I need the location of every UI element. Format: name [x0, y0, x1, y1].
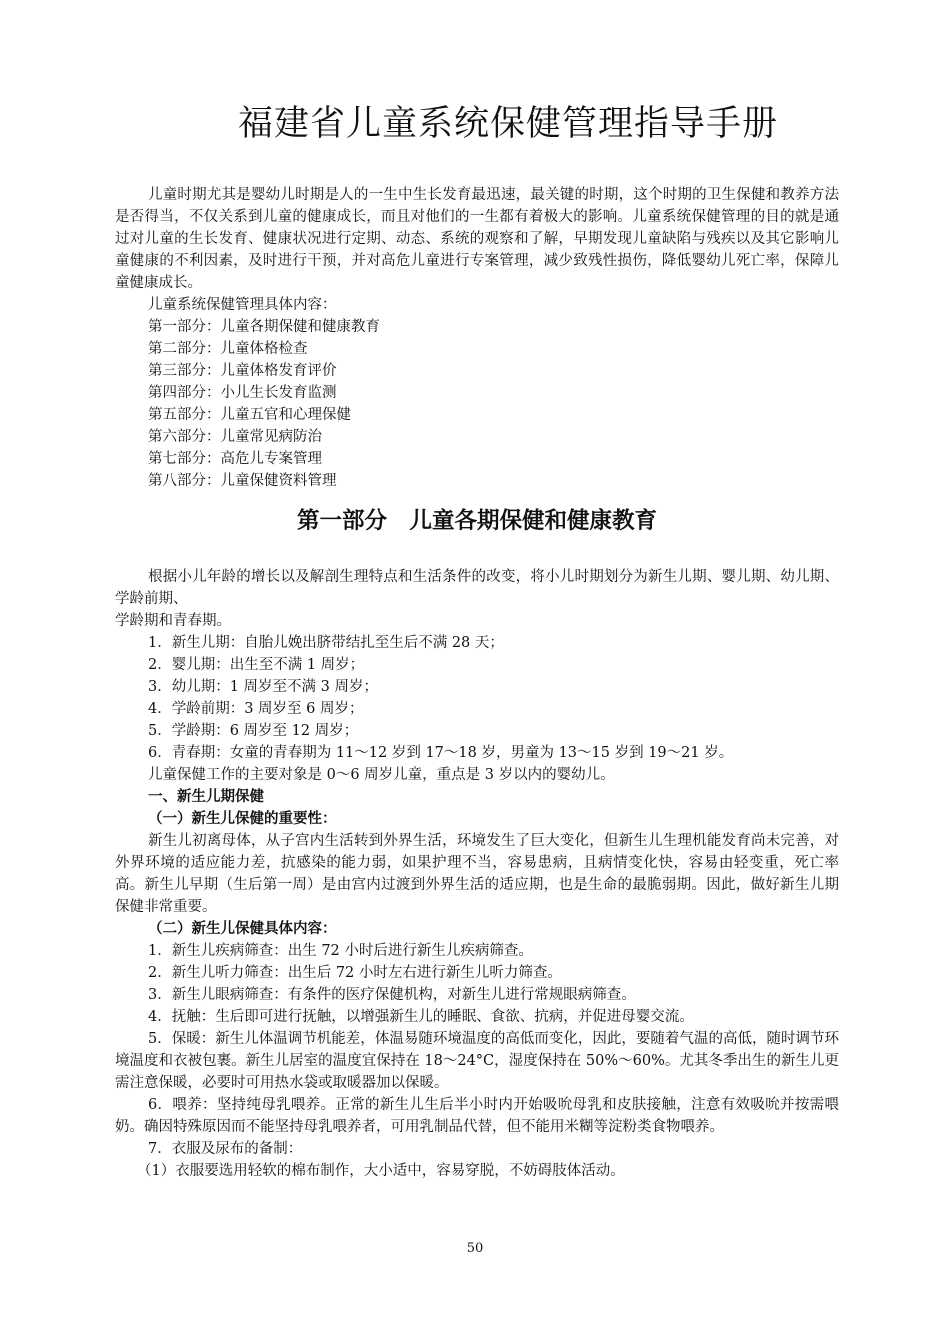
part1-title: 第一部分 儿童各期保健和健康教育	[296, 508, 657, 534]
periods-intro-continued: 学龄期和青春期。	[115, 613, 231, 629]
care-item-clothing: 7．衣服及尿布的备制：	[148, 1141, 303, 1157]
part-list-item: 第七部分：高危儿专案管理	[148, 451, 322, 467]
parts-list	[115, 316, 839, 492]
care-item: 3．新生儿眼病筛查：有条件的医疗保健机构，对新生儿进行常规眼病筛查。	[148, 987, 636, 1003]
periods-intro: 根据小儿年龄的增长以及解剖生理特点和生活条件的改变，将小儿时期划分为新生儿期、婴儿期、幼儿期、学龄前期、	[115, 569, 839, 607]
periods-list	[115, 632, 839, 764]
part-list-item: 第八部分：儿童保健资料管理	[148, 473, 337, 489]
care-item-warmth: 5．保暖：新生儿体温调节机能差，体温易随环境温度的高低而变化，因此，要随着气温的高低，随时调节环境温度和衣被包裹。新生儿居室的温度宜保持在 18～24°C，湿度保持在 50%～60%。尤其冬季出生的新生儿更需注意保暖，必要时可用热水袋或取暖器加以保暖。	[115, 1031, 839, 1091]
part-list-item: 第六部分：儿童常见病防治	[148, 429, 322, 445]
part-list-item: 第一部分：儿童各期保健和健康教育	[148, 319, 380, 335]
care-item: 4．抚触：生后即可进行抚触，以增强新生儿的睡眠、食欲、抗病，并促进母婴交流。	[148, 1009, 694, 1025]
part-list-item: 第五部分：儿童五官和心理保健	[148, 407, 351, 423]
document-title: 福建省儿童系统保健管理指导手册	[238, 104, 779, 144]
care-item: 2．新生儿听力筛查：出生后 72 小时左右进行新生儿听力筛查。	[148, 965, 562, 981]
document-body	[115, 184, 839, 1182]
period-item: 5．学龄期：6 周岁至 12 周岁；	[148, 723, 359, 739]
subsection1-paragraph: 新生儿初离母体，从子宫内生活转到外界生活，环境发生了巨大变化，但新生儿生理机能发育尚未完善，对外界环境的适应能力差，抗感染的能力弱，如果护理不当，容易患病，且病情变化快，容易由轻变重，死亡率高。新生儿早期（生后第一周）是由宫内过渡到外界生活的适应期，也是生命的最脆弱期。因此，做好新生儿期保健非常重要。	[115, 833, 839, 915]
care-items-list	[115, 940, 839, 1028]
care-item-feeding: 6．喂养：坚持纯母乳喂养。正常的新生儿生后半小时内开始吸吮母乳和皮肤接触，注意有效吸吮并按需喂奶。确因特殊原因而不能坚持母乳喂养者，可用乳制品代替，但不能用米糊等淀粉类食物喂养。	[115, 1097, 839, 1135]
part-list-item: 第三部分：儿童体格发育评价	[148, 363, 337, 379]
period-item: 6．青春期：女童的青春期为 11～12 岁到 17～18 岁，男童为 13～15 岁到 19～21 岁。	[148, 745, 734, 761]
subsection1-heading: （一）新生儿保健的重要性：	[148, 811, 337, 827]
care-item: 1．新生儿疾病筛查：出生 72 小时后进行新生儿疾病筛查。	[148, 943, 533, 959]
period-item: 3．幼儿期：1 周岁至不满 3 周岁；	[148, 679, 379, 695]
care-item-clothing-sub: （1）衣服要选用轻软的棉布制作，大小适中，容易穿脱，不妨碍肢体活动。	[137, 1163, 625, 1179]
period-item: 2．婴儿期：出生至不满 1 周岁；	[148, 657, 365, 673]
period-item: 4．学龄前期：3 周岁至 6 周岁；	[148, 701, 364, 717]
intro-paragraph: 儿童时期尤其是婴幼儿时期是人的一生中生长发育最迅速，最关键的时期，这个时期的卫生保健和教养方法是否得当，不仅关系到儿童的健康成长，而且对他们的一生都有着极大的影响。儿童系统保健管理的目的就是通过对儿童的生长发育、健康状况进行定期、动态、系统的观察和了解，早期发现儿童缺陷与残疾以及其它影响儿童健康的不利因素，及时进行干预，并对高危儿童进行专案管理，减少致残性损伤，降低婴幼儿死亡率，保障儿童健康成长。	[115, 187, 839, 291]
part-list-item: 第二部分：儿童体格检查	[148, 341, 308, 357]
main-target-text: 儿童保健工作的主要对象是 0～6 周岁儿童，重点是 3 岁以内的婴幼儿。	[148, 767, 615, 783]
period-item: 1．新生儿期：自胎儿娩出脐带结扎至生后不满 28 天；	[148, 635, 504, 651]
part-list-item: 第四部分：小儿生长发育监测	[148, 385, 337, 401]
subsection2-heading: （二）新生儿保健具体内容：	[148, 921, 337, 937]
page-number: 50	[466, 1241, 484, 1256]
section1-heading: 一、新生儿期保健	[148, 789, 264, 805]
contents-label: 儿童系统保健管理具体内容：	[148, 297, 337, 313]
